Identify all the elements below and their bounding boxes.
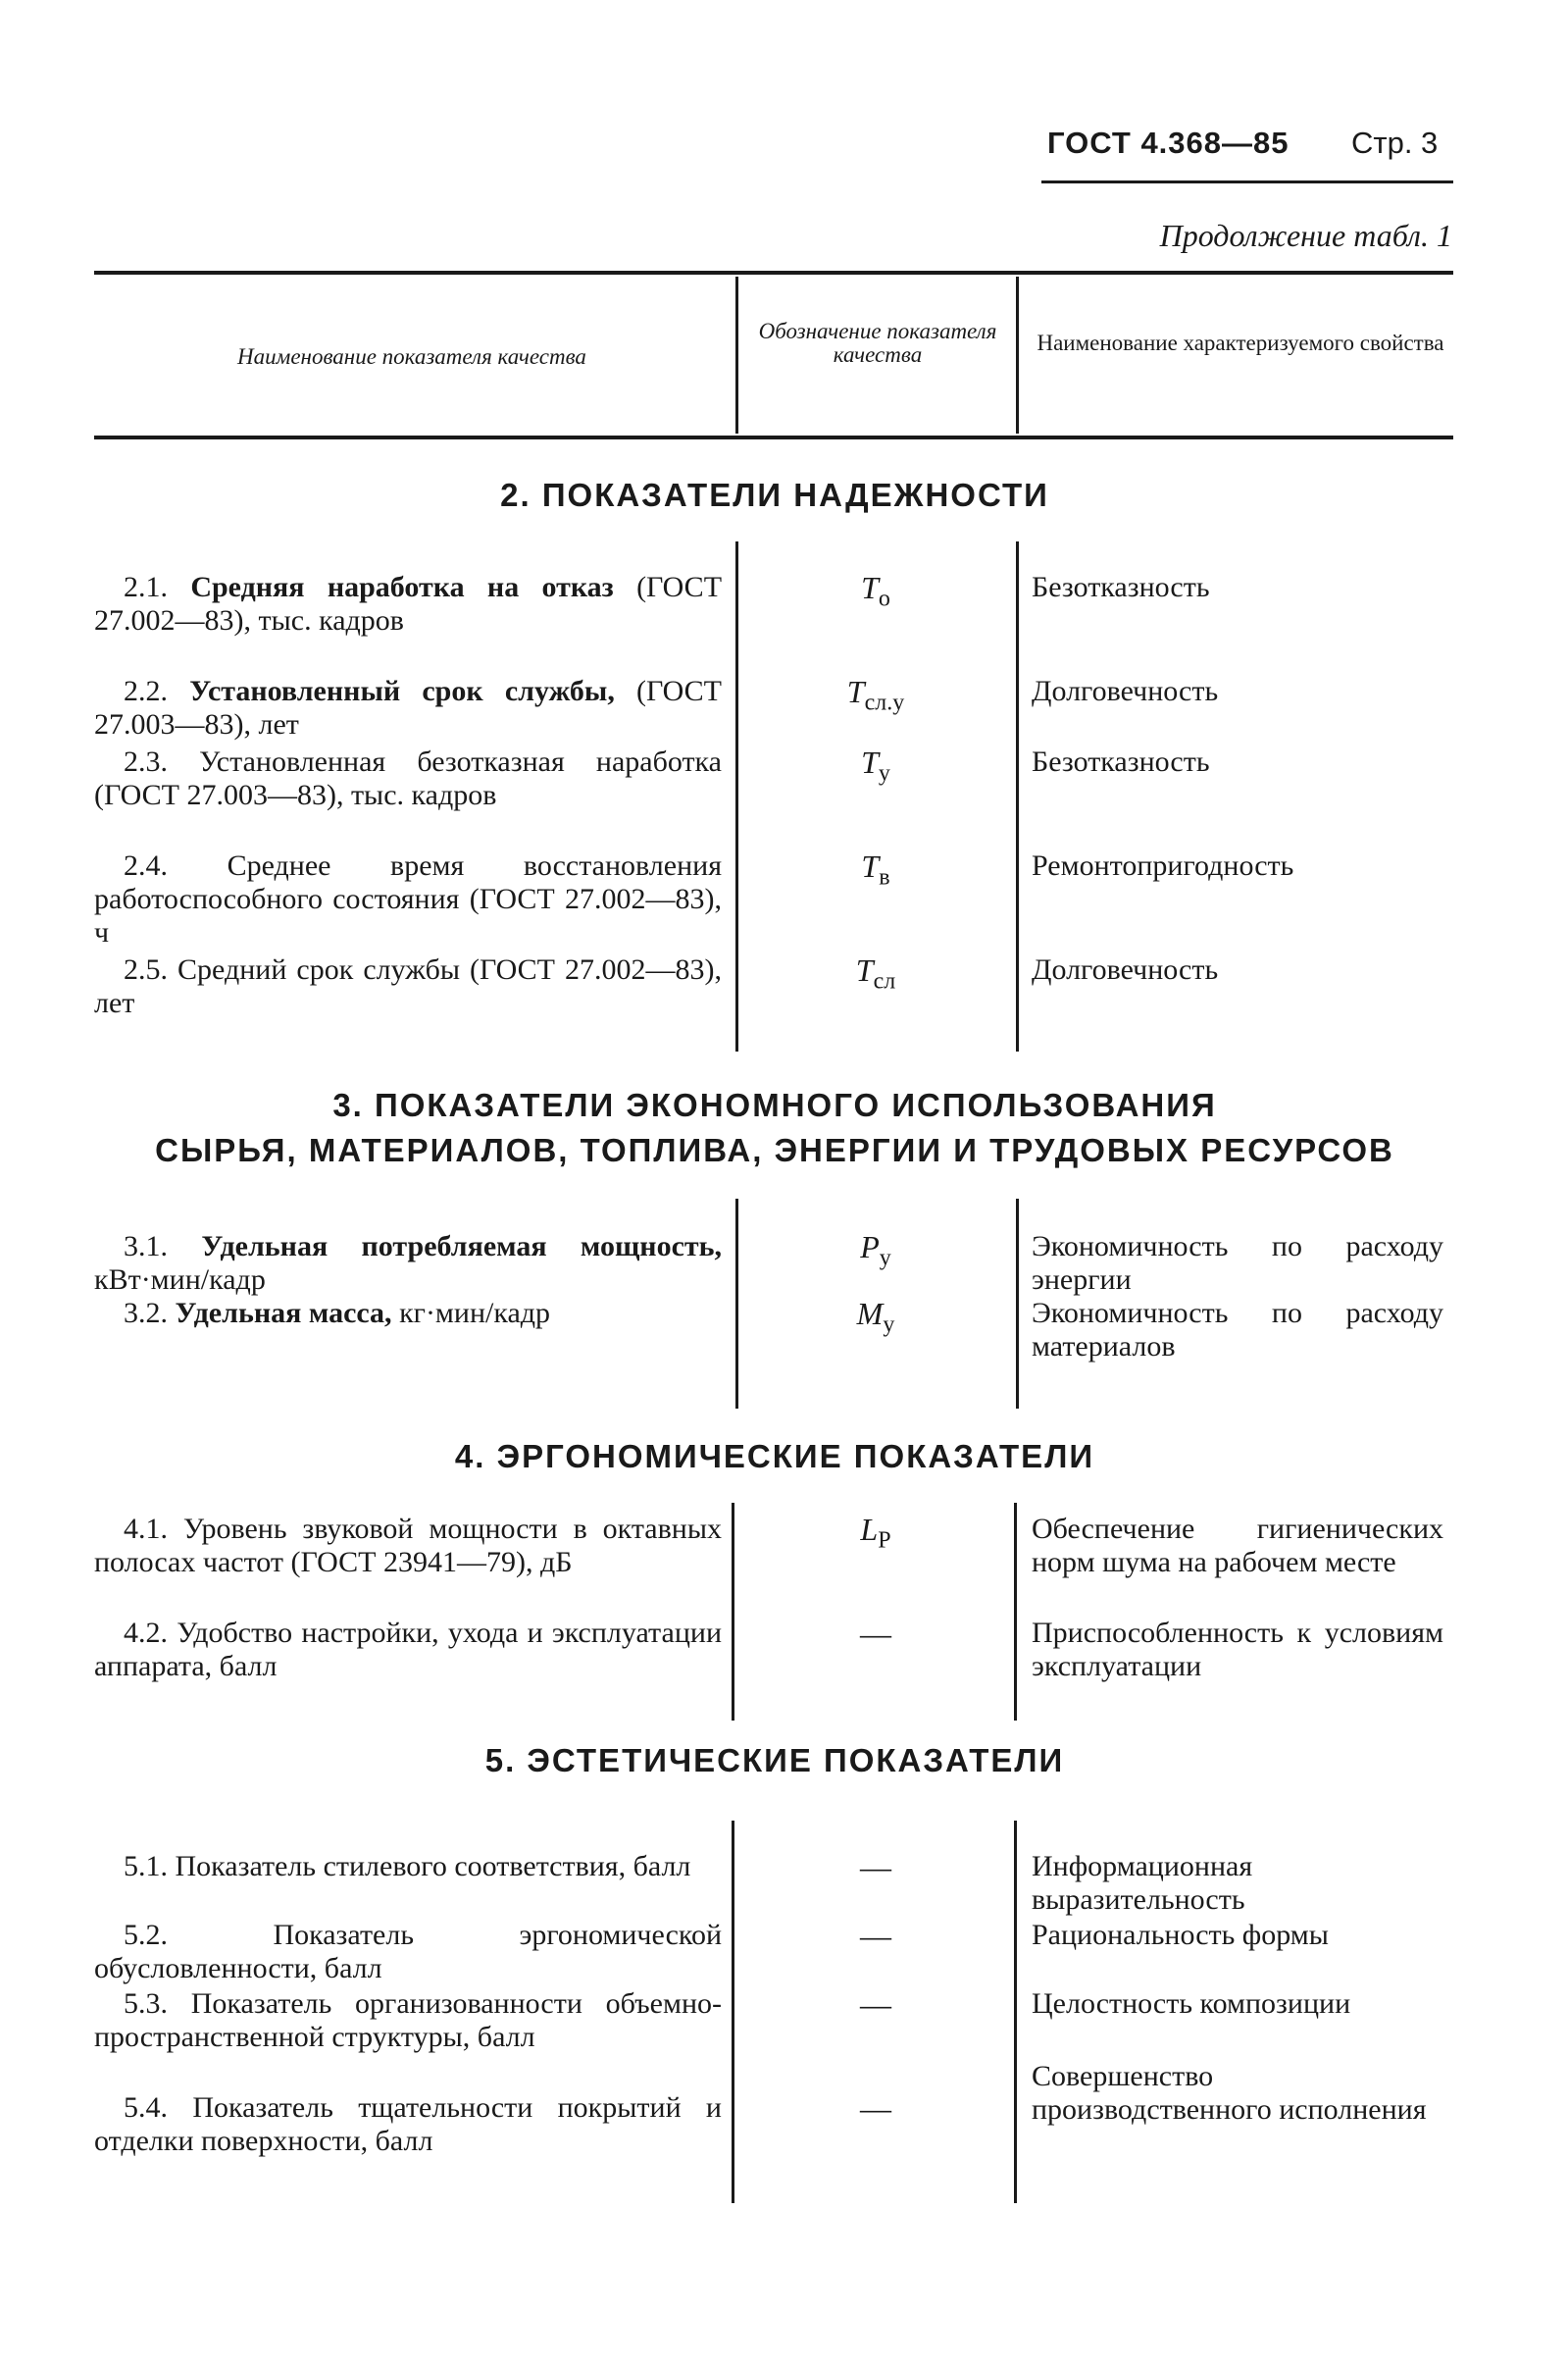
characterized-property: Экономичность по расходу материалов <box>1032 1297 1443 1362</box>
indicator-symbol: $P_у$ <box>860 1229 891 1271</box>
indicator-symbol: $T_{сл.у}$ <box>846 674 905 716</box>
characterized-property: Рациональность формы <box>1032 1919 1329 1951</box>
header-rule <box>1041 180 1453 183</box>
column-divider <box>1016 277 1019 434</box>
characterized-property: Безотказность <box>1032 745 1210 778</box>
characterized-property: Экономичность по расходу энергии <box>1032 1230 1443 1296</box>
section-title <box>88 1083 1461 1173</box>
standard-number: ГОСТ 4.368—85 <box>1047 126 1290 160</box>
column-divider <box>735 277 738 434</box>
page-number: Стр. 3 <box>1351 126 1439 160</box>
indicator-symbol: — <box>860 1918 891 1953</box>
section-title: 2. ПОКАЗАТЕЛИ НАДЕЖНОСТИ <box>500 477 1049 513</box>
column-divider <box>1014 1503 1017 1721</box>
indicator-name: 2.3. Установленная безотказная наработка (ГОСТ 27.003—83), тыс. кадров <box>94 745 722 811</box>
characterized-property: Приспособленность к условиям эксплуатации <box>1032 1617 1443 1682</box>
characterized-property: Долговечность <box>1032 953 1219 986</box>
characterized-property: Долговечность <box>1032 675 1219 707</box>
column-divider <box>732 1503 734 1721</box>
indicator-symbol: $L_P$ <box>860 1512 891 1554</box>
characterized-property: Целостность композиции <box>1032 1987 1351 2020</box>
indicator-name: 5.1. Показатель стилевого соответствия, балл <box>124 1850 691 1882</box>
column-divider <box>1014 1821 1017 2203</box>
characterized-property: Совершенство производственного исполнения <box>1032 2060 1427 2126</box>
indicator-name: 4.2. Удобство настройки, ухода и эксплуатации аппарата, балл <box>94 1617 722 1682</box>
characterized-property: Ремонтопригодность <box>1032 849 1294 882</box>
indicator-name: 5.4. Показатель тщательности покрытий и отделки поверхности, балл <box>94 2091 722 2157</box>
indicator-name: 2.2. Установленный срок службы, (ГОСТ 27.003—83), лет <box>94 675 722 741</box>
table-top-rule <box>94 271 1453 275</box>
characterized-property: Безотказность <box>1032 571 1210 603</box>
indicator-symbol: — <box>860 2090 891 2126</box>
section-title: 4. ЭРГОНОМИЧЕСКИЕ ПОКАЗАТЕЛИ <box>454 1438 1095 1474</box>
column-header-name: Наименование показателя качества <box>237 344 586 369</box>
indicator-symbol: $M_у$ <box>856 1296 895 1338</box>
indicator-symbol: — <box>860 1986 891 2022</box>
section-title-line: СЫРЬЯ, МАТЕРИАЛОВ, ТОПЛИВА, ЭНЕРГИИ И ТРУДОВЫХ РЕСУРСОВ <box>155 1132 1394 1168</box>
column-divider <box>1016 541 1019 1052</box>
characterized-property: Информационная выразительность <box>1032 1850 1253 1916</box>
indicator-symbol: — <box>860 1849 891 1884</box>
indicator-name: 3.2. Удельная масса, кг·мин/кадр <box>124 1297 551 1329</box>
indicator-name: 2.1. Средняя наработка на отказ (ГОСТ 27.002—83), тыс. кадров <box>94 571 723 637</box>
indicator-symbol: $T_о$ <box>861 570 890 612</box>
indicator-name: 3.1. Удельная потребляемая мощность, кВт·мин/кадр <box>94 1230 723 1296</box>
column-header-property: Наименование характеризуемого свойства <box>1037 331 1444 355</box>
indicator-symbol: $T_у$ <box>861 745 890 787</box>
indicator-name: 5.3. Показатель организованности объемно-пространственной структуры, балл <box>94 1987 722 2053</box>
column-divider <box>732 1821 734 2203</box>
indicator-symbol: $T_{сл}$ <box>855 952 896 995</box>
characterized-property: Обеспечение гигиенических норм шума на рабочем месте <box>1032 1513 1443 1578</box>
indicator-symbol: — <box>860 1616 891 1651</box>
indicator-name: 2.5. Средний срок службы (ГОСТ 27.002—83), лет <box>94 953 722 1019</box>
column-header-symbol: Обозначение показателя качества <box>758 319 997 367</box>
indicator-symbol: $T_в$ <box>861 848 890 891</box>
column-divider <box>1016 1199 1019 1409</box>
section-title: 5. ЭСТЕТИЧЕСКИЕ ПОКАЗАТЕЛИ <box>484 1742 1065 1778</box>
indicator-name: 5.2. Показатель эргономической обусловленности, балл <box>94 1919 722 1984</box>
indicator-name: 4.1. Уровень звуковой мощности в октавных полосах частот (ГОСТ 23941—79), дБ <box>94 1513 722 1578</box>
section-title-line: 3. ПОКАЗАТЕЛИ ЭКОНОМНОГО ИСПОЛЬЗОВАНИЯ <box>332 1087 1217 1123</box>
table-head-bottom-rule <box>94 436 1453 439</box>
indicator-name: 2.4. Среднее время восстановления работоспособного состояния (ГОСТ 27.002—83), ч <box>94 849 723 949</box>
table-continued-label: Продолжение табл. 1 <box>1159 218 1452 253</box>
